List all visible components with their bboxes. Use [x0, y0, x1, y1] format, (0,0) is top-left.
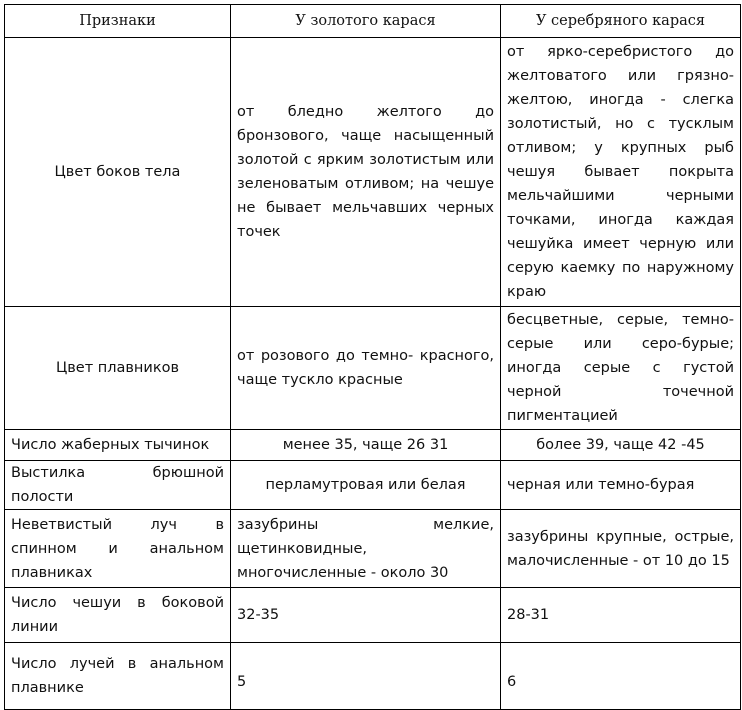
- gold-carp-cell: зазубрины мелкие, щетинковидные, многочисленные - около 30: [231, 510, 501, 588]
- feature-cell: Цвет боков тела: [5, 38, 231, 307]
- silver-carp-cell: зазубрины крупные, острые, малочисленные - от 10 до 15: [501, 510, 741, 588]
- gold-carp-cell: перламутровая или белая: [231, 461, 501, 510]
- header-row: [5, 5, 741, 38]
- feature-cell: Цвет плавников: [5, 307, 231, 430]
- silver-carp-cell: 6: [501, 643, 741, 710]
- silver-carp-cell: бесцветные, серые, темно-серые или серо-бурые; иногда серые с густой черной точечной пигментацией: [501, 307, 741, 430]
- feature-cell: Число жаберных тычинок: [5, 430, 231, 461]
- table-row: [5, 38, 741, 307]
- header-silver-carp: У серебряного карася: [501, 5, 741, 38]
- gold-carp-cell: 5: [231, 643, 501, 710]
- gold-carp-cell: от бледно желтого до бронзового, чаще насыщенный золотой с ярким золотистым или зеленоватым отливом; на чешуе не бывает мельчавших черных точек: [231, 38, 501, 307]
- comparison-table: [4, 4, 741, 710]
- silver-carp-cell: черная или темно-бурая: [501, 461, 741, 510]
- table-row: [5, 588, 741, 643]
- feature-cell: Число чешуи в боковой линии: [5, 588, 231, 643]
- table-row: [5, 461, 741, 510]
- header-gold-carp: У золотого карася: [231, 5, 501, 38]
- gold-carp-cell: 32-35: [231, 588, 501, 643]
- table-row: [5, 307, 741, 430]
- feature-cell: Выстилка брюшной полости: [5, 461, 231, 510]
- silver-carp-cell: более 39, чаще 42 -45: [501, 430, 741, 461]
- table-row: [5, 430, 741, 461]
- feature-cell: Неветвистый луч в спинном и анальном плавниках: [5, 510, 231, 588]
- table-row: [5, 643, 741, 710]
- silver-carp-cell: 28-31: [501, 588, 741, 643]
- header-features: Признаки: [5, 5, 231, 38]
- silver-carp-cell: от ярко-серебристого до желтоватого или грязно-желтою, иногда - слегка золотистый, но с тусклым отливом; у крупных рыб чешуя бывает покрыта мельчайшими черными точками, иногда каждая чешуйка имеет черную или серую каемку по наружному краю: [501, 38, 741, 307]
- gold-carp-cell: менее 35, чаще 26 31: [231, 430, 501, 461]
- table-row: [5, 510, 741, 588]
- feature-cell: Число лучей в анальном плавнике: [5, 643, 231, 710]
- gold-carp-cell: от розового до темно- красного, чаще тускло красные: [231, 307, 501, 430]
